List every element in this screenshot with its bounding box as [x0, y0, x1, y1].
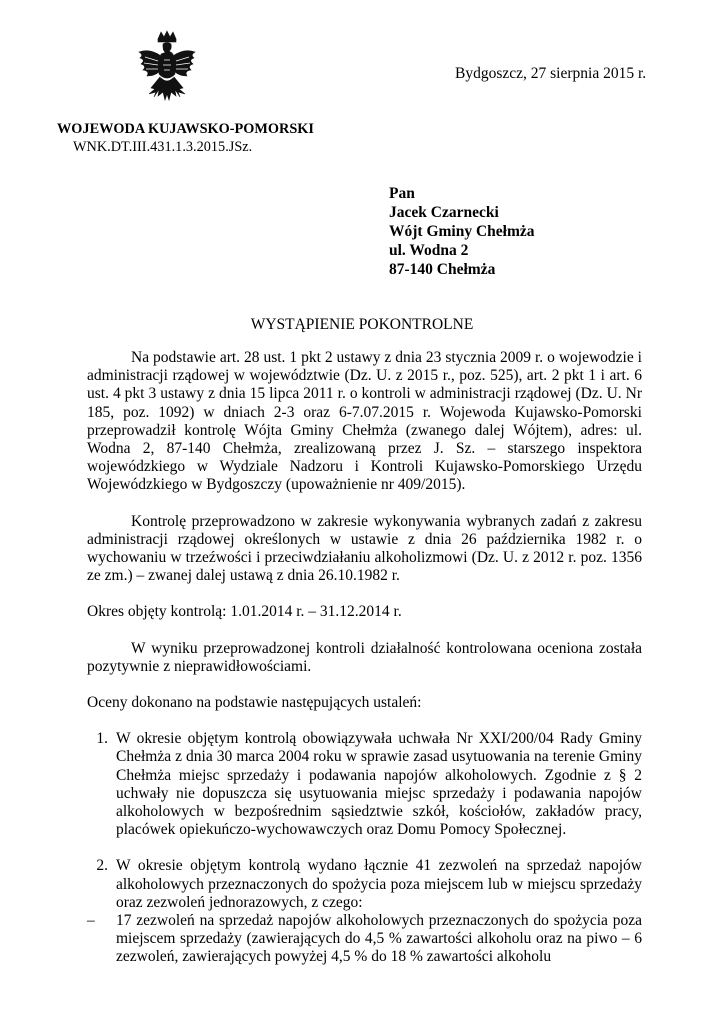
addressee-position: Wójt Gminy Chełmża	[389, 223, 535, 240]
finding-2-subitem-text: 17 zezwoleń na sprzedaż napojów alkoholowych przeznaczonych do spożycia poza miejscem sprzedaży (zawierających do 4,5 % zawartości alkoholu oraz na piwo – 6 zezwoleń, zawierających powyżej 4,5 % do 18 % zawartości alkoholu	[116, 912, 642, 966]
paragraph-result: W wyniku przeprowadzonej kontroli działalność kontrolowana oceniona została pozytywnie z nieprawidłowościami.	[87, 639, 642, 675]
finding-1-text: W okresie objętym kontrolą obowiązywała uchwała Nr XXI/200/04 Rady Gminy Chełmża z dnia 30 marca 2004 roku w sprawie zasad usytuowania na terenie Gminy Chełmża miejsc sprzedaży i podawania napojów alkoholowych. Zgodnie z § 2 uchwały nie dopuszcza się usytuowania miejsc sprzedaży i podawania napojów alkoholowych w bezpośrednim sąsiedztwie szkół, kościołów, zakładów pracy, placówek opiekuńczo-wychowawczych oraz Domu Pomocy Społecznej.	[116, 730, 642, 839]
addressee-salutation: Pan	[389, 185, 415, 202]
paragraph-legal-basis: Na podstawie art. 28 ust. 1 pkt 2 ustawy z dnia 23 stycznia 2009 r. o wojewodzie i administracji rządowej w województwie (Dz. U. z 2015 r., poz. 525), art. 2 pkt 1 i art. 6 ust. 4 pkt 3 ustawy z dnia 15 lipca 2011 r. o kontroli w administracji rządowej (Dz. U. Nr 185, poz. 1092) w dniach 2-3 oraz 6-7.07.2015 r. Wojewoda Kujawsko-Pomorski przeprowadził kontrolę Wójta Gminy Chełmża (zwanego dalej Wójtem), adres: ul. Wodna 2, 87-140 Chełmża, zrealizowaną przez J. Sz. – starszego inspektora wojewódzkiego w Wydziale Nadzoru i Kontroli Kujawsko-Pomorskiego Urzędu Wojewódzkiego w Bydgoszczy (upoważnienie nr 409/2015).	[87, 349, 642, 494]
addressee-block	[389, 184, 535, 279]
letter-date: Bydgoszcz, 27 sierpnia 2015 r.	[455, 65, 647, 82]
addressee-name: Jacek Czarnecki	[389, 204, 499, 221]
issuer-block	[57, 120, 314, 156]
document-body	[87, 349, 642, 967]
paragraph-period: Okres objęty kontrolą: 1.01.2014 r. – 31.12.2014 r.	[87, 603, 402, 621]
finding-2-number: 2.	[96, 857, 108, 875]
finding-2-subitem	[87, 912, 642, 967]
polish-eagle-emblem	[136, 30, 198, 110]
finding-item-2	[87, 857, 642, 912]
finding-item-1	[87, 730, 642, 839]
finding-2-text: W okresie objętym kontrolą wydano łącznie 41 zezwoleń na sprzedaż napojów alkoholowych przeznaczonych do spożycia poza miejscem lub w miejscu sprzedaży oraz zezwoleń jednorazowych, z czego:	[116, 857, 642, 911]
office-name: WOJEWODA KUJAWSKO-POMORSKI	[57, 121, 314, 137]
reference-number: WNK.DT.III.431.1.3.2015.JSz.	[73, 139, 253, 155]
dash-bullet: –	[87, 912, 95, 930]
addressee-street: ul. Wodna 2	[389, 242, 469, 259]
finding-1-number: 1.	[96, 730, 108, 748]
paragraph-findings-intro: Oceny dokonano na podstawie następujących ustaleń:	[87, 694, 422, 712]
paragraph-scope: Kontrolę przeprowadzono w zakresie wykonywania wybranych zadań z zakresu administracji rządowej określonych w ustawie z dnia 26 października 1982 r. o wychowaniu w trzeźwości i przeciwdziałaniu alkoholizmowi (Dz. U. z 2012 r. poz. 1356 ze zm.) – zwanej dalej ustawą z dnia 26.10.1982 r.	[87, 512, 642, 585]
addressee-city: 87-140 Chełmża	[389, 261, 496, 278]
document-title: WYSTĄPIENIE POKONTROLNE	[250, 316, 474, 333]
